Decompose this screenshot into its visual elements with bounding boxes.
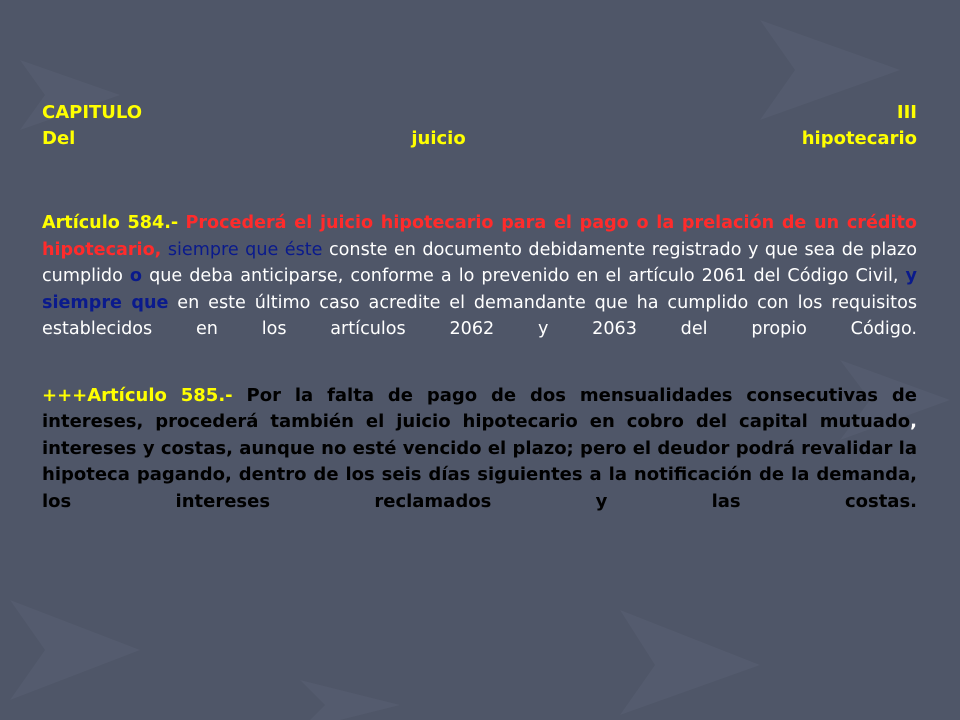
article-584-label: Artículo 584.- xyxy=(42,213,179,233)
article-584-navy-text-1: siempre que éste xyxy=(167,239,323,260)
article-585-black-text-1: Por la falta de pago de dos mensualidades consecutivas de intereses, procederá también el juicio hipotecario en cobro del capital mutuado xyxy=(42,384,917,432)
chapter-label: CAPITULO xyxy=(42,102,143,123)
article-585-black-text-2: intereses y costas, aunque no esté vencido el plazo; pero el deudor podrá revalidar la hipoteca pagando, dentro de los seis días siguientes a la notificación de la demanda, los intereses reclamados y las costas. xyxy=(42,437,917,512)
chapter-title-word-1: Del xyxy=(42,128,76,149)
article-584-white-text-2: que deba anticiparse, conforme a lo prevenido en el artículo 2061 del Código Civil, xyxy=(149,266,899,286)
chapter-title-word-2: juicio xyxy=(411,128,466,149)
article-585-comma: , xyxy=(910,411,917,432)
chapter-number: III xyxy=(896,102,917,123)
article-584-navy-text-3: y siempre que xyxy=(42,266,918,313)
chapter-title-line xyxy=(42,126,917,152)
article-584-paragraph xyxy=(42,210,917,343)
article-585-label: +++Artículo 585.- xyxy=(42,384,233,406)
article-585-paragraph xyxy=(42,383,917,516)
article-584-navy-text-2: o xyxy=(129,266,142,286)
article-584-red-text: Procederá el juicio hipotecario para el pago o la prelación de un crédito hipotecario, xyxy=(42,213,918,260)
chapter-title-word-3: hipotecario xyxy=(801,128,917,149)
article-584-white-text-3: en este último caso acredite el demandante que ha cumplido con los requisitos establecidos en los artículos 2062 y 2063 del propio Código. xyxy=(42,292,918,339)
slide-content xyxy=(42,100,917,533)
article-584-white-text-1: conste en documento debidamente registrado y que sea de plazo cumplido xyxy=(42,239,918,286)
chapter-heading-line xyxy=(42,100,917,126)
